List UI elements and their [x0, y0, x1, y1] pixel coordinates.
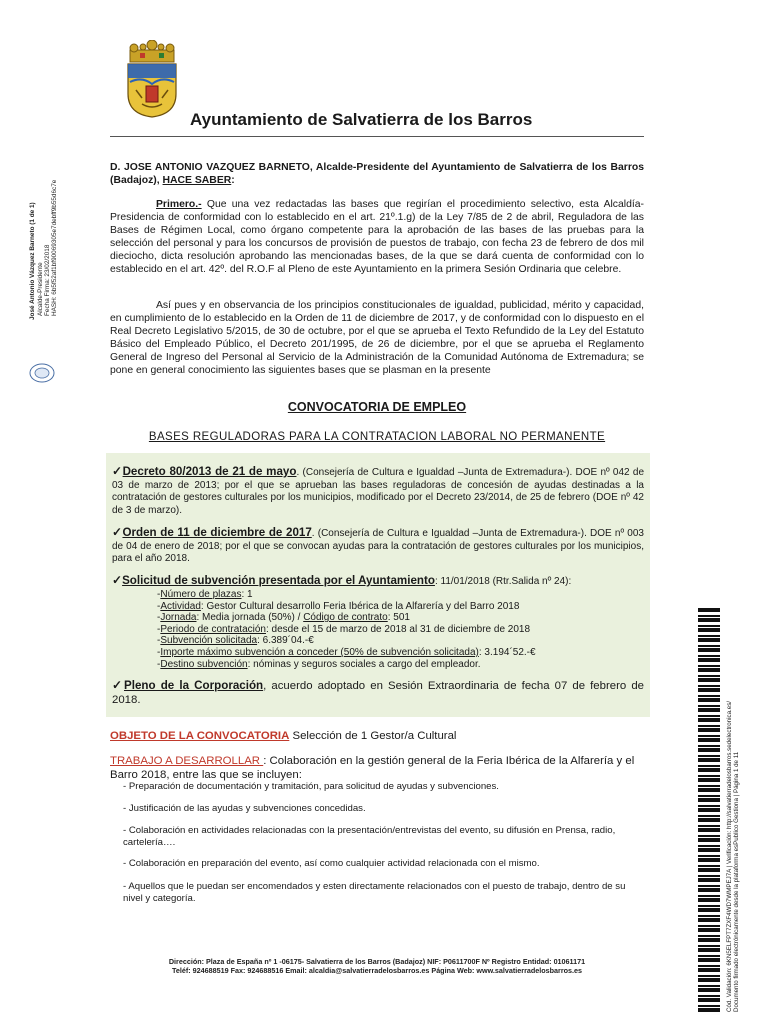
barcode-bar [698, 868, 720, 872]
verification-note: Documento firmado electrónicamente desde la plataforma esPublico Gestiona | Página 1 de 11 [733, 751, 740, 1012]
barcode-bar [698, 758, 720, 762]
barcode-bar [698, 625, 720, 627]
barcode-bar [698, 628, 720, 632]
barcode-bar [698, 948, 720, 952]
barcode-bar [698, 858, 720, 862]
objeto-text: Selección de 1 Gestor/a Cultural [289, 730, 457, 742]
barcode-bar [698, 925, 720, 927]
signature-name: José Antonio Vázquez Barneto (1 de 1) [29, 202, 36, 320]
signature-date: Fecha Firma: 23/02/2018 [44, 244, 51, 316]
asi-text: Así pues y en observancia de los principios constitucionales de igualdad, publicidad, mérito y capacidad, en cumplimiento de lo establecido en la Orden de 11 de diciembre de 2017, y de conformidad con lo dispuesto en el Real Decreto Legislativo 5/2015, de 30 de octubre, por el que se aprueba el Texto Refundido de la Ley del Estatuto Básico del Empleado Público, el Decreto 201/1995, de 26 de diciembre, por el que se aprueba el Reglamento General de Ingreso del Personal al Servicio de la Administración de la Comunidad Autónoma de Extremadura; se pone en general conocimiento las siguientes bases que se plasman en la presente [110, 300, 644, 377]
signature-hash: HASH: 6b5f52af1bf90069305e7debff9b55d6c7e [51, 179, 58, 316]
task-item: - Colaboración en preparación del evento, así como cualquier actividad relacionada con el mismo. [123, 858, 540, 869]
solicitud-item [112, 574, 644, 589]
primero-text: Que una vez redactadas las bases que regirían el procedimiento selectivo, esta Alcaldía-Presidencia de conformidad con lo establecido en el art. 21º.1.g) de la Ley 7/85 de 2 de abril, Reguladora de las Bases de Régimen Local, como órgano competente para la aprobación de las bases de las pruebas para la selección del personal y para los concursos de provisión de puestos de trabajo, con fecha 23 de febrero de dos mil dieciocho, dicta resolución aprobando las mencionadas bases, de la que se dará cuenta de conformidad con lo establecido en el art. 42º. del R.O.F al Pleno de este Ayuntamiento en la primera Sesión Ordinaria que celebre. [110, 199, 644, 276]
barcode-bar [698, 1005, 720, 1007]
barcode-bar [698, 888, 720, 892]
pleno-text: , acuerdo adoptado en Sesión Extraordinaria de fecha 07 de febrero de 2018. [112, 680, 644, 706]
barcode-bar [698, 965, 720, 967]
barcode-bar [698, 608, 720, 612]
barcode-bar [698, 828, 720, 832]
asi-paragraph [110, 299, 644, 378]
barcode-bar [698, 835, 720, 837]
barcode-bar [698, 895, 720, 897]
barcode-bar [698, 875, 720, 877]
solicitud-lead: Solicitud de subvención presentada por el Ayuntamiento [122, 574, 435, 587]
objeto-line [110, 730, 456, 742]
list-item: -Número de plazas: 1 [157, 589, 253, 600]
crown-icon [130, 40, 174, 62]
barcode-bar [698, 905, 720, 907]
barcode-bar [698, 778, 720, 782]
decreto-item [112, 465, 644, 517]
primero-label: Primero.- [156, 199, 202, 210]
barcode-bar [698, 648, 720, 652]
barcode-bar [698, 615, 720, 617]
barcode-bar [698, 1008, 720, 1012]
seal-stamp-icon [27, 362, 57, 384]
barcode-bar [698, 995, 720, 997]
list-item: -Destino subvención: nóminas y seguros sociales a cargo del empleador. [157, 658, 481, 670]
barcode-bar [698, 898, 720, 902]
barcode-bar [698, 805, 720, 807]
solicitud-details-list [157, 589, 536, 670]
bases-heading: BASES REGULADORAS PARA LA CONTRATACION LABORAL NO PERMANENTE [148, 431, 606, 443]
barcode-bar [698, 668, 720, 672]
task-item: - Justificación de las ayudas y subvenciones concedidas. [123, 803, 366, 814]
barcode-bar [698, 775, 720, 777]
barcode-bar [698, 838, 720, 842]
orden-text: . (Consejería de Cultura e Igualdad –Junta de Extremadura-). DOE nº 003 de 04 de enero de 2018; por el que se convocan ayudas para la contratación de gestores culturales por los municipios, para el año 2018. [112, 528, 644, 565]
barcode-bar [698, 825, 720, 827]
barcode-bar [698, 988, 720, 992]
barcode-bar [698, 635, 720, 637]
list-item: -Actividad: Gestor Cultural desarrollo Feria Ibérica de la Alfarería y del Barro 2018 [157, 600, 520, 612]
barcode-bar [698, 938, 720, 942]
intro-paragraph [110, 161, 644, 187]
pleno-item [112, 679, 644, 707]
barcode-bar [698, 655, 720, 657]
barcode-bar [698, 788, 720, 792]
barcode-bar [698, 928, 720, 932]
hace-saber-label: HACE SABER [162, 175, 232, 187]
intro-colon: : [231, 175, 235, 187]
objeto-label: OBJETO DE LA CONVOCATORIA [110, 730, 290, 742]
check-icon: ✓ [112, 573, 123, 587]
decreto-text: . (Consejería de Cultura e Igualdad –Junta de Extremadura-). DOE nº 042 de 03 de marzo de 2013; por el que se aprueban las bases reguladoras de concesión de ayudas destinadas a la contratación de gestores culturales por los municipios, modificado por el Decreto 23/2014, de 25 de febrero (DOE nº 42 de 3 de marzo). [112, 467, 645, 516]
barcode-bar [698, 748, 720, 752]
trabajo-label: TRABAJO A DESARROLLAR [110, 755, 264, 767]
barcode-bar [698, 815, 720, 817]
barcode-bar [698, 865, 720, 867]
barcode-bar [698, 885, 720, 887]
barcode-bar [698, 755, 720, 757]
list-item: -Importe máximo subvención a conceder (50% de subvención solicitada): 3.194´52.-€ [157, 646, 536, 658]
barcode-bar [698, 665, 720, 667]
barcode-bar [698, 845, 720, 847]
barcode-icon [698, 608, 720, 1012]
signature-role: Alcalde-Presidente [37, 262, 44, 316]
barcode-bar [698, 915, 720, 917]
page-title: Ayuntamiento de Salvatierra de los Barros [190, 110, 533, 129]
trabajo-paragraph [110, 755, 644, 782]
barcode-bar [698, 695, 720, 697]
municipal-crest-icon [122, 40, 182, 118]
trabajo-text: : Colaboración en la gestión general de la Feria Ibérica de la Alfarería y el Barro 2018, entre las que se incluyen: [110, 755, 635, 781]
barcode-bar [698, 768, 720, 772]
primero-paragraph [110, 198, 644, 277]
solicitud-text: : 11/01/2018 (Rtr.Salida nº 24): [434, 576, 572, 587]
list-item: -Jornada: Media jornada (50%) / Código de contrato: 501 [157, 612, 410, 624]
barcode-bar [698, 955, 720, 957]
check-icon: ✓ [112, 525, 123, 539]
barcode-bar [698, 718, 720, 722]
barcode-bar [698, 968, 720, 972]
footer-address: Dirección: Plaza de España nº 1 -06175- Salvatierra de los Barros (Badajoz) NIF: P0611700F Nº Registro Entidad: 01061171 [168, 957, 586, 966]
footer-contact: Teléf: 924688519 Fax: 924688516 Email: alcaldia@salvatierradelosbarros.es Página Web: www.salvatierradelosbarros.es [172, 966, 582, 975]
barcode-bar [698, 975, 720, 977]
orden-item [112, 526, 644, 566]
barcode-bar [698, 705, 720, 707]
barcode-bar [698, 725, 720, 727]
intro-text: D. JOSE ANTONIO VAZQUEZ BARNETO, Alcalde-Presidente del Ayuntamiento de Salvatierra de los Barros (Badajoz), [110, 162, 644, 187]
check-icon: ✓ [112, 464, 123, 478]
barcode-bar [698, 738, 720, 742]
barcode-bar [698, 878, 720, 882]
list-item: -Periodo de contratación: desde el 15 de marzo de 2018 al 31 de diciembre de 2018 [157, 623, 531, 635]
barcode-bar [698, 688, 720, 692]
barcode-bar [698, 715, 720, 717]
decreto-lead: Decreto 80/2013 de 21 de mayo [122, 465, 297, 478]
orden-lead: Orden de 11 de diciembre de 2017 [122, 526, 312, 539]
barcode-bar [698, 678, 720, 682]
verification-code: Cód. Validación: 6KN5ELFPT7ZXF4WD7WMPEJ7A | Verificación: http://salvatierradelosbarros.sedelectronica.es/ [726, 700, 733, 1012]
barcode-bar [698, 848, 720, 852]
barcode-bar [698, 945, 720, 947]
barcode-bar [698, 645, 720, 647]
barcode-bar [698, 818, 720, 822]
pleno-lead: Pleno de la Corporación [123, 679, 264, 692]
barcode-bar [698, 785, 720, 787]
task-item: - Colaboración en actividades relacionadas con la presentación/entrevistas del evento, su difusión en Prensa, radio, cartelería…. [123, 825, 616, 848]
barcode-bar [698, 638, 720, 642]
task-item: - Preparación de documentación y tramitación, para solicitud de ayudas y subvenciones. [123, 781, 499, 792]
barcode-bar [698, 795, 720, 797]
barcode-bar [698, 698, 720, 702]
barcode-bar [698, 935, 720, 937]
check-icon: ✓ [112, 678, 124, 692]
barcode-bar [698, 958, 720, 962]
barcode-bar [698, 675, 720, 677]
barcode-bar [698, 918, 720, 922]
list-item: -Subvención solicitada: 6.389´04.-€ [157, 635, 314, 647]
barcode-bar [698, 745, 720, 747]
barcode-bar [698, 978, 720, 982]
barcode-bar [698, 855, 720, 857]
barcode-bar [698, 798, 720, 802]
barcode-bar [698, 908, 720, 912]
barcode-bar [698, 735, 720, 737]
barcode-bar [698, 728, 720, 732]
barcode-bar [698, 985, 720, 987]
barcode-bar [698, 998, 720, 1002]
barcode-bar [698, 765, 720, 767]
task-item: - Aquellos que le puedan ser encomendados y esten directamente relacionados con el puesto de trabajo, dentro de su nivel y categoría. [123, 881, 626, 904]
barcode-bar [698, 658, 720, 662]
barcode-bar [698, 808, 720, 812]
title-divider [110, 136, 644, 137]
convocatoria-heading: CONVOCATORIA DE EMPLEO [287, 400, 467, 414]
barcode-bar [698, 685, 720, 687]
barcode-bar [698, 708, 720, 712]
barcode-bar [698, 618, 720, 622]
